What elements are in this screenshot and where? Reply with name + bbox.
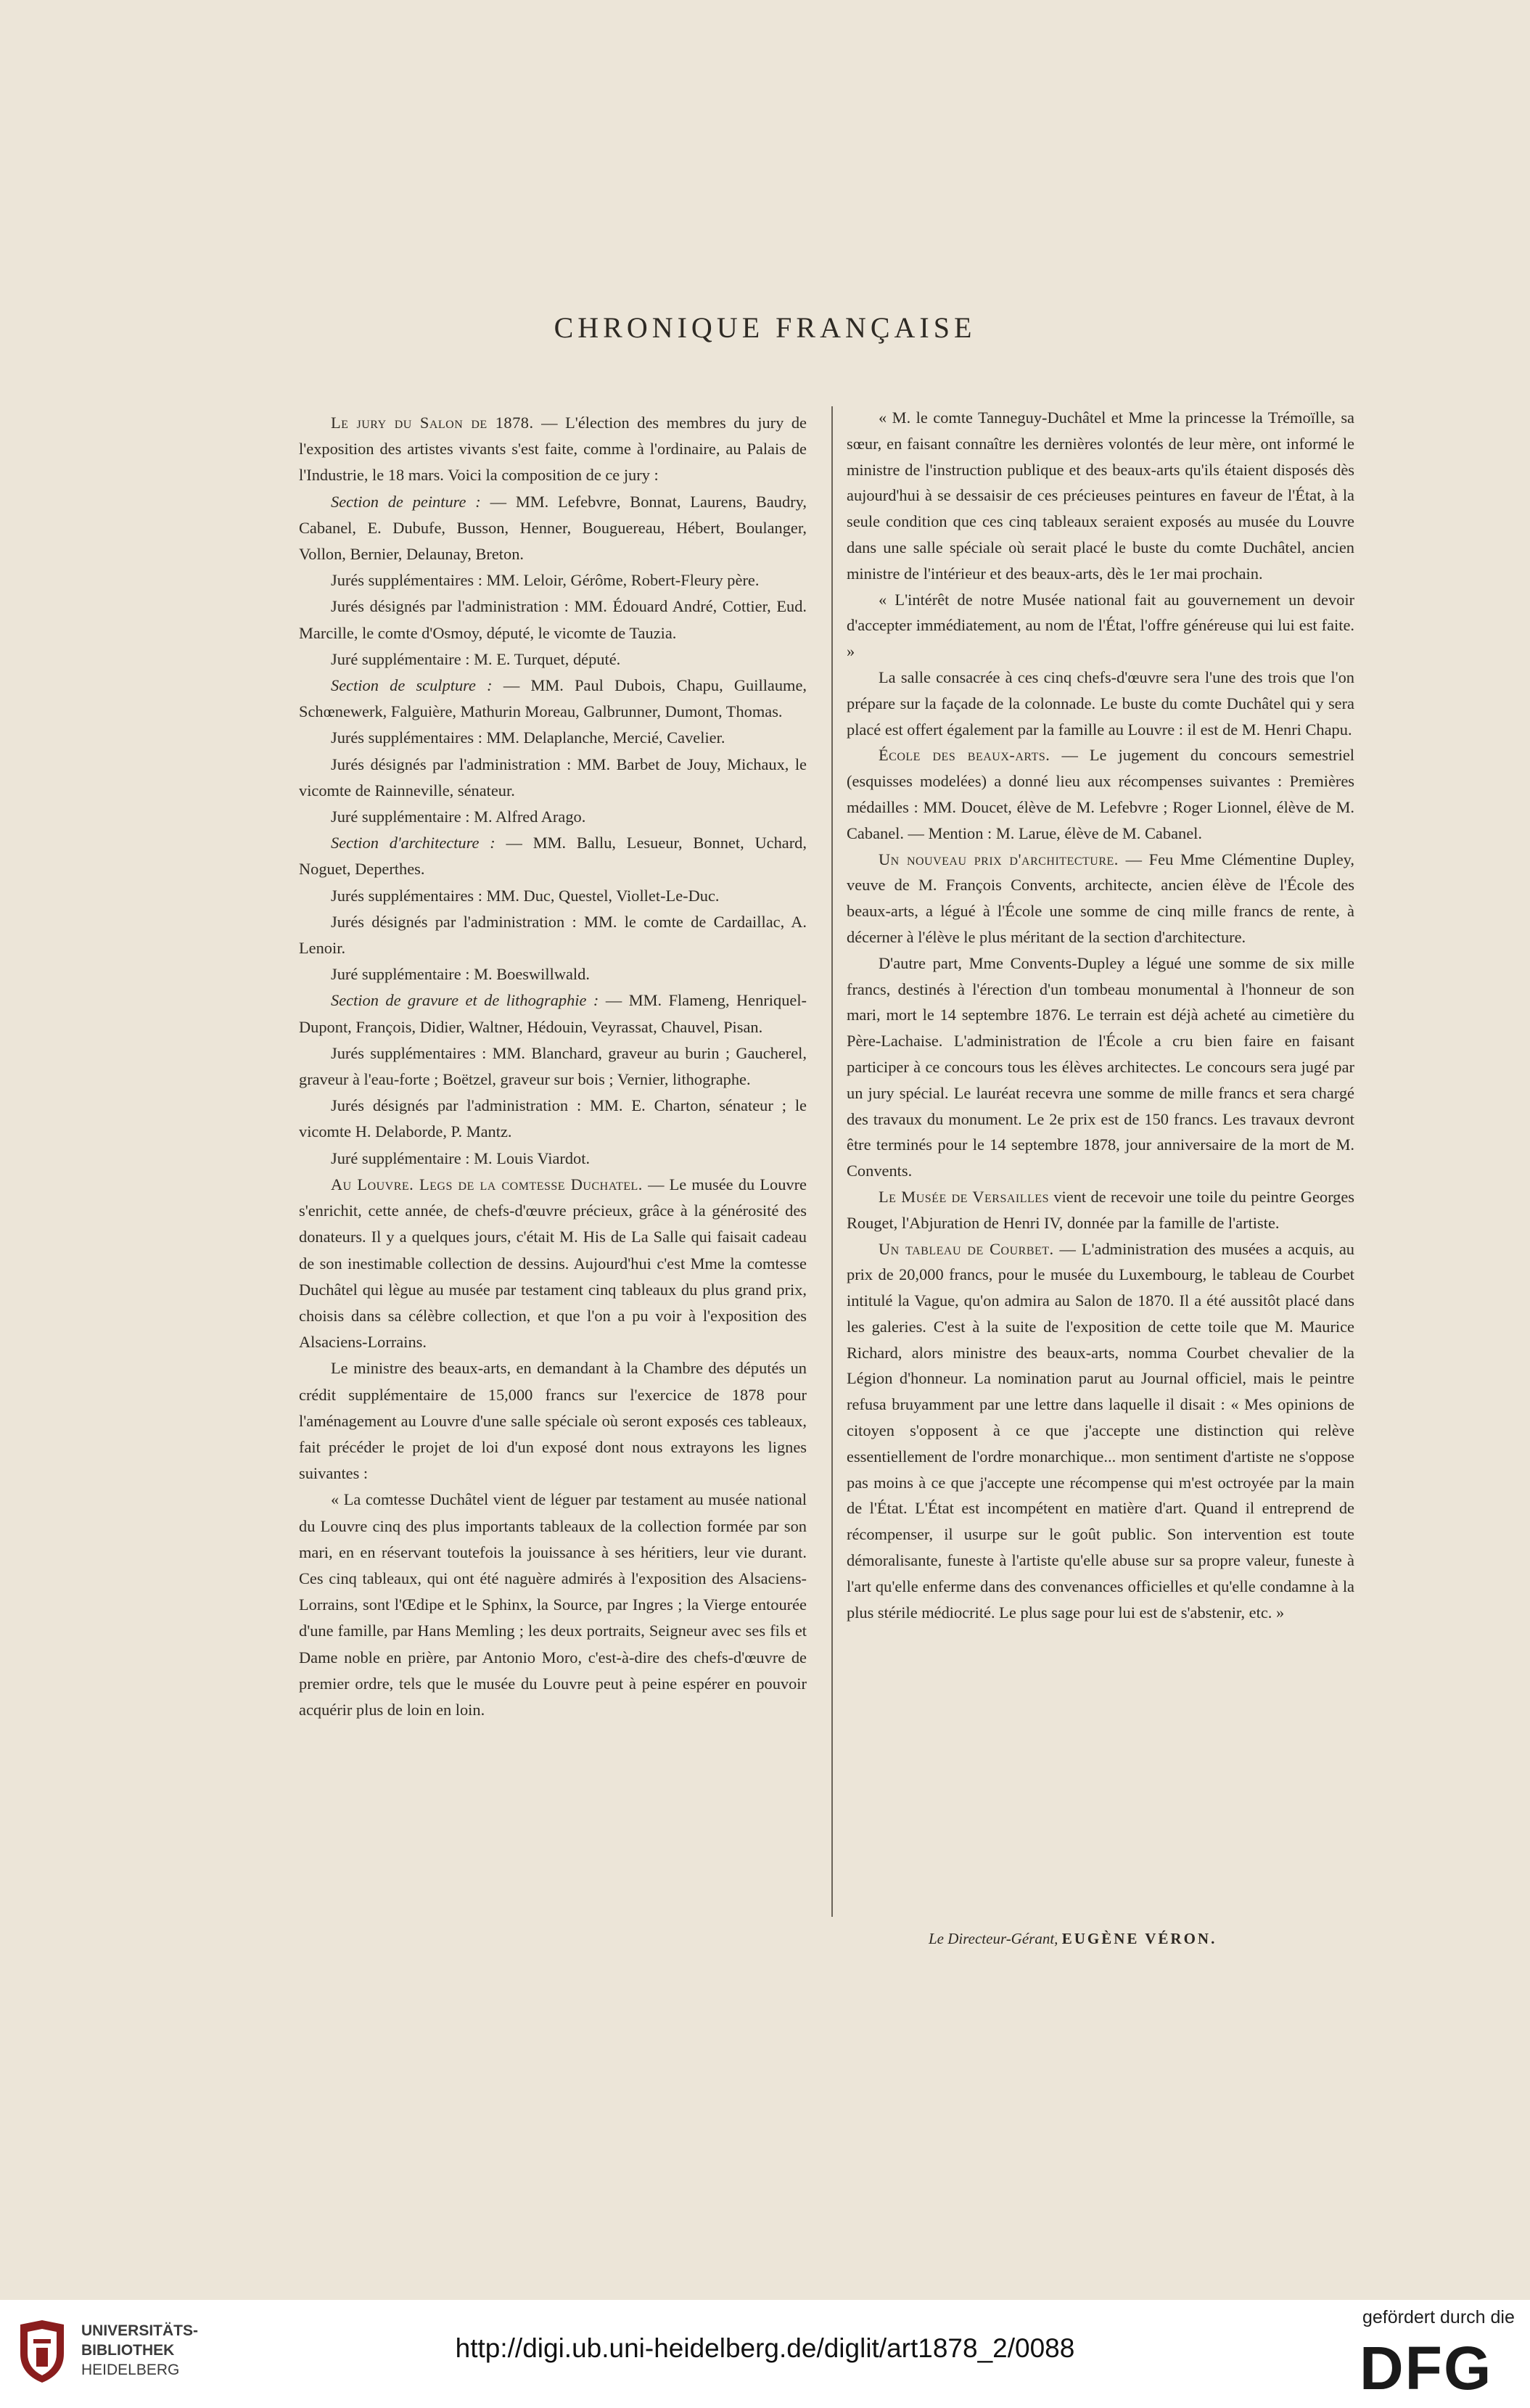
paragraph <box>847 1236 1354 1626</box>
institution-line-1: UNIVERSITÄTS- <box>81 2322 199 2339</box>
paragraph-text: Juré supplémentaire : M. Alfred Arago. <box>331 808 586 826</box>
paragraph <box>847 742 1354 846</box>
section-heading: Un tableau de Courbet. <box>879 1239 1054 1258</box>
paragraph <box>299 987 807 1040</box>
paragraph-text: — Le jugement du concours semestriel (esquisses modelées) a donné lieu aux récompenses suivantes : Premières médailles : MM. Doucet, élève de M. Lefebvre ; Roger Lionnel, élève de M. Cabanel. — Mention : M. Larue, élève de M. Cabanel. <box>847 746 1355 842</box>
paragraph-text: Juré supplémentaire : M. Louis Viardot. <box>331 1148 591 1167</box>
paragraph-text: Jurés désignés par l'administration : MM. E. Charton, sénateur ; le vicomte H. Delaborde, P. Mantz. <box>299 1096 807 1141</box>
paragraph-text: vient de recevoir une toile du peintre Georges Rouget, l'Abjuration de Henri IV, donnée par la famille de l'artiste. <box>847 1187 1354 1232</box>
paragraph <box>299 567 807 593</box>
paragraph-text: « La comtesse Duchâtel vient de léguer par testament au musée national du Louvre cinq des plus importants tableaux de la collection formée par son mari, en en réservant toutefois la jouissance à ses héritiers, leur vie durant. Ces cinq tableaux, qui ont été naguère admirés à l'exposition des Alsaciens-Lorrains, sont l'Œdipe et le Sphinx, la Source, par Ingres ; la Vierge entourée d'une famille, par Hans Memling ; les deux portraits, Seigneur avec ses fils et Dame noble en prière, par Antonio Moro, c'est-à-dire des chefs-d'œuvre de premier ordre, tels que le musée du Louvre peut à peine espérer en pouvoir acquérir plus de loin en loin. <box>299 1490 807 1719</box>
paragraph-text: — Feu Mme Clémentine Dupley, veuve de M. François Convents, architecte, ancien élève de l'École des beaux-arts, a légué à l'École une somme de cinq mille francs de rente, à décerner à l'élève le plus méritant de la section d'architecture. <box>847 850 1354 946</box>
page-title: CHRONIQUE FRANÇAISE <box>554 311 976 344</box>
page-url-link[interactable]: http://digi.ub.uni-heidelberg.de/diglit/art1878_2/0088 <box>455 2333 1075 2363</box>
section-heading: Le jury du Salon de 1878. <box>331 414 534 432</box>
paragraph <box>299 410 807 489</box>
paragraph <box>847 587 1354 665</box>
paragraph <box>299 909 807 961</box>
paragraph-text: Juré supplémentaire : M. E. Turquet, député. <box>331 649 621 668</box>
paragraph-text: « M. le comte Tanneguy-Duchâtel et Mme la princesse la Trémoïlle, sa sœur, en faisant connaître les dernières volontés de leur mère, ont informé le ministre de l'instruction publique et des beaux-arts qu'ils étaient disposés dès aujourd'hui à se dessaisir de ces précieuses peintures en faveur de l'État, à la seule condition que ces cinq tableaux seraient exposés au musée du Louvre dans une salle spéciale où serait placé le buste du comte Duchâtel, ancien ministre de l'intérieur et des beaux-arts, dès le 1er mai prochain. <box>847 408 1354 583</box>
paragraph <box>299 1355 807 1487</box>
institution-line-2: BIBLIOTHEK <box>81 2342 175 2359</box>
paragraph <box>299 1172 807 1355</box>
paragraph <box>299 1040 807 1093</box>
paragraph-text: — MM. Paul Dubois, Chapu, Guillaume, Schœnewerk, Falguière, Mathurin Moreau, Galbrunner, Dumont, Thomas. <box>299 676 807 721</box>
paragraph-text: — MM. Ballu, Lesueur, Bonnet, Uchard, Noguet, Deperthes. <box>299 834 807 879</box>
paragraph <box>299 752 807 804</box>
paragraph-text: Jurés désignés par l'administration : MM. Barbet de Jouy, Michaux, le vicomte de Rainneville, sénateur. <box>299 755 807 800</box>
section-heading: Un nouveau prix d'architecture. <box>879 850 1119 868</box>
paragraph <box>299 593 807 646</box>
paragraph <box>847 950 1354 1184</box>
paragraph-text: Jurés supplémentaires : MM. Delaplanche, Mercié, Cavelier. <box>331 728 725 747</box>
signature <box>929 1930 1217 1948</box>
paragraph-text: Juré supplémentaire : M. Boeswillwald. <box>331 965 590 984</box>
institution-line-3: HEIDELBERG <box>81 2362 180 2378</box>
paragraph-text: Jurés désignés par l'administration : MM. le comte de Cardaillac, A. Lenoir. <box>299 912 807 958</box>
paragraph-text: D'autre part, Mme Convents-Dupley a légué une somme de six mille francs, destinés à l'érection d'un tombeau monumental à l'honneur de son mari, mort le 14 septembre 1876. Le terrain est déjà acheté au cimetière du Père-Lachaise. L'administration de l'École a cru bien faire en faisant participer à ce concours tous les élèves architectes. Le concours sera jugé par un jury spécial. Le lauréat recevra une somme de mille francs et sera chargé des travaux du monument. Le 2e prix est de 150 francs. Les travaux devront être terminés pour le 14 septembre 1878, jour anniversaire de la mort de M. Convents. <box>847 953 1354 1180</box>
paragraph-text: — MM. Flameng, Henriquel-Dupont, François, Didier, Waltner, Hédouin, Veyrassat, Chauvel, Pisan. <box>299 991 807 1036</box>
paragraph <box>847 1184 1354 1236</box>
paragraph <box>299 673 807 725</box>
paragraph <box>299 883 807 909</box>
paragraph-text: Jurés supplémentaires : MM. Blanchard, graveur au burin ; Gaucherel, graveur à l'eau-forte ; Boëtzel, graveur sur bois ; Vernier, lithographe. <box>299 1043 807 1089</box>
section-heading: Au Louvre. Legs de la comtesse Duchatel. <box>331 1175 643 1193</box>
paragraph-text: Jurés supplémentaires : MM. Duc, Questel, Viollet-Le-Duc. <box>331 886 720 905</box>
section-label: Section de peinture : <box>331 492 481 511</box>
paragraph <box>299 1146 807 1172</box>
paragraph <box>299 1487 807 1723</box>
paragraph-text: Jurés supplémentaires : MM. Leloir, Gérôme, Robert-Fleury père. <box>331 571 760 590</box>
signature-name: EUGÈNE VÉRON. <box>1061 1930 1217 1947</box>
left-column <box>299 410 807 1723</box>
paragraph-text: « L'intérêt de notre Musée national fait au gouvernement un devoir d'accepter immédiatement, au nom de l'État, l'offre généreuse qui lui est faite. » <box>847 590 1354 661</box>
section-label: Section d'architecture : <box>331 834 495 852</box>
paragraph-text: La salle consacrée à ces cinq chefs-d'œuvre sera l'une des trois que l'on prépare sur la façade de la colonnade. Le buste du comte Duchâtel qui y sera placé est offert également par la famille au Louvre : il est de M. Henri Chapu. <box>847 667 1354 739</box>
paragraph-text: Le ministre des beaux-arts, en demandant à la Chambre des députés un crédit supplémentaire de 15,000 francs sur l'exercice de 1878 pour l'aménagement au Louvre d'une salle spéciale où seront exposés ces tableaux, fait précéder le projet de loi d'un exposé dont nous extrayons les lignes suivantes : <box>299 1359 807 1483</box>
dfg-logo: DFG <box>1360 2334 1493 2402</box>
paragraph-text: — Le musée du Louvre s'enrichit, cette année, de chefs-d'œuvre précieux, grâce à la générosité des donateurs. Il y a quelques jours, c'était M. His de La Salle qui faisait cadeau de son inestimable collection de dessins. Aujourd'hui c'est Mme la comtesse Duchâtel qui lègue au musée par testament cinq tableaux du plus grand prix, choisis dans sa célèbre collection, et que l'on a pu voir à l'exposition des Alsaciens-Lorrains. <box>299 1175 807 1352</box>
paragraph <box>299 646 807 673</box>
paragraph <box>299 961 807 987</box>
paragraph <box>299 1093 807 1145</box>
paragraph <box>847 847 1354 950</box>
paragraph <box>847 665 1354 742</box>
section-heading: Le Musée de Versailles <box>879 1187 1049 1206</box>
paragraph <box>299 830 807 882</box>
paragraph <box>847 405 1354 587</box>
paragraph-text: — L'administration des musées a acquis, au prix de 20,000 francs, pour le musée du Luxembourg, le tableau de Courbet intitulé la Vague, qu'on admira au Salon de 1870. Il a été aussitôt placé dans les galeries. C'est à la suite de l'exposition de cette toile que M. Maurice Richard, alors ministre des beaux-arts, nomma Courbet chevalier de la Légion d'honneur. La nomination parut au Journal officiel, mais le peintre refusa bruyamment par une lettre dans laquelle il disait : « Mes opinions de citoyen s'opposent à ce que j'accepte une distinction qui relève essentiellement de l'ordre monarchique... mon sentiment d'artiste ne s'oppose pas moins à ce que j'accepte une récompense qui m'est octroyée par la main de l'État. L'État est incompétent en matière d'art. Quand il entreprend de récompenser, il usurpe sur le goût public. Son intervention est toute démoralisante, funeste à l'artiste qu'elle abuse sur sa propre valeur, funeste à l'art qu'elle enferme dans des convenances officielles et qu'elle condamne à la plus stérile médiocrité. Le plus sage pour lui est de s'abstenir, etc. » <box>847 1239 1354 1622</box>
section-label: Section de gravure et de lithographie : <box>331 991 599 1010</box>
sponsor-caption: gefördert durch die <box>1362 2307 1515 2327</box>
paragraph <box>299 489 807 568</box>
paragraph-text: — MM. Lefebvre, Bonnat, Laurens, Baudry, Cabanel, E. Dubufe, Busson, Henner, Bouguereau, Hébert, Boulanger, Vollon, Bernier, Delaunay, Breton. <box>299 492 807 564</box>
section-label: Section de sculpture : <box>331 676 493 695</box>
paragraph-text: Jurés désignés par l'administration : MM. Édouard André, Cottier, Eud. Marcille, le comte d'Osmoy, député, le vicomte de Tauzia. <box>299 597 807 642</box>
column-divider <box>831 406 833 1917</box>
paragraph <box>299 725 807 751</box>
section-heading: École des beaux-arts. <box>879 746 1050 765</box>
paragraph-text: — L'élection des membres du jury de l'exposition des artistes vivants s'est faite, comme à l'ordinaire, au Palais de l'Industrie, le 18 mars. Voici la composition de ce jury : <box>299 414 807 485</box>
right-column <box>847 405 1354 1625</box>
paragraph <box>299 804 807 830</box>
signature-role: Le Directeur-Gérant, <box>929 1930 1058 1947</box>
